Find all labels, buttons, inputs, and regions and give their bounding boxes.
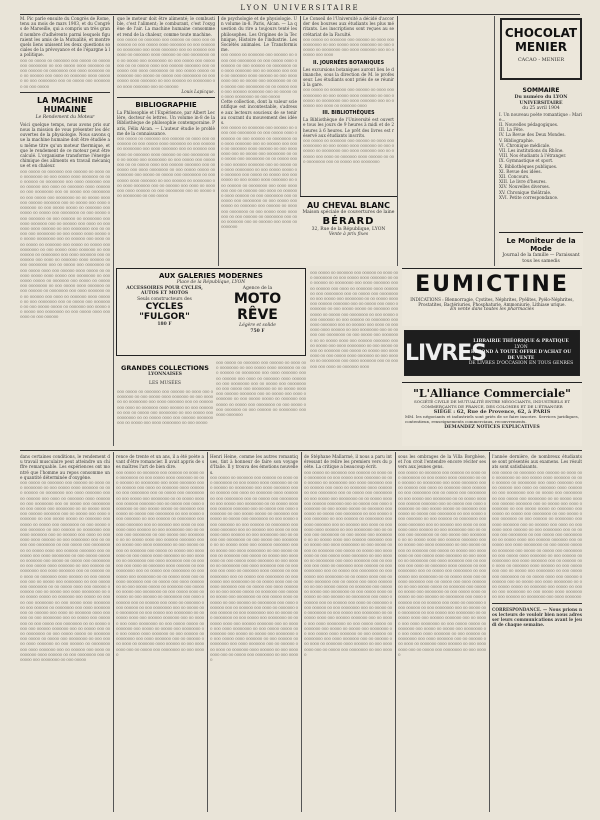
correspondance-note: CORRESPONDANCE. — Nous prions nos lecteurs de vouloir bien nous adresser leurs communications avant le jeudi de chaque semaine. — [492, 606, 582, 628]
sommaire-item: III. La Fête. — [499, 127, 524, 133]
lower-c2: rence de trente et un ans, il a été poète avant d'être romancier. Il avait appris de ses maîtres l'art de bien dire. — [116, 454, 204, 470]
column-rule — [207, 452, 208, 812]
cheval-blanc-ad — [300, 196, 397, 266]
cheval-title: AU CHEVAL BLANC — [307, 201, 390, 210]
galeries-right-title: Agence de la — [242, 285, 273, 291]
lower-c2-filler: ooo ooooo oo ooooooo ooo oooooo oo oooo ooo oooooooo oo ooo ooooo oooo ooooooo oo ooo oooooo oo oooooooo ooo oooo ooooooo ooo oo oooooo ooo oooo oo ooooooo oooo oooooo oo ooo oooooooo ooo oo ooooo ooo oooooooo oo ooo ooooo ooo oooooooo oo oo ooooo oooo ooo oooooo ooooooo ooo oo ooooo ooo oooo oooooooo oo ooo ooooo ooooo oo ooooooo ooo ooooo oo ooooo ooo oooooooo oo ooo ooooo oooo ooooooo oo ooo oooooo oo oooooooo ooo oooo ooooooo ooo oo oooooo ooo oooo oo ooooooo oooo oooooo oo ooo oooooooo ooo oo ooooo ooo oooooooo oo ooo ooooo ooo oooooooo oo oo ooooo oooo ooo oooooo ooooooo ooo oo ooooo ooo oooo oooooooo oo ooo ooooo ooooo oo ooooooo ooo ooooo oo ooooo ooo oooooooo oo ooo ooooo oooo ooooooo oo ooo oooooo oo oooooooo ooo oooo ooooooo ooo oo oooooo ooo oooo oo ooooooo oooo oooooo oo ooo oooooooo ooo oo ooooo ooo oooooooo oo ooo ooooo ooo oooooooo oo oo ooooo oooo ooo oooooo ooooooo ooo oo ooooo ooo oooo oooooooo oo ooo ooooo ooooo oo ooooooo ooo ooooo oo ooooo ooo oooooooo oo ooo ooooo oooo ooooooo oo ooo oooooo oo oooooooo ooo oooo ooooooo ooo oo oooooo ooo oooo oo ooooooo oooo oooooo oo ooo oooooooo ooo oo ooooo ooo oooooooo oo ooo ooooo ooo oooooooo oo oo ooooo oooo ooo oooooo ooooooo ooo oo ooooo ooo oooo oooooooo oo ooo ooooo ooooo oo ooooooo ooo ooooo oo ooooo ooo oooooooo oo ooo ooooo oooo ooooooo oo ooo oooooo oo oooooooo ooo oooo ooooooo ooo oo oooooo ooo oooo oo ooooooo oooo oooooo oo ooo oooooooo ooo oo ooooo ooo oooooooo oo ooo ooooo — [116, 469, 204, 657]
galeries-price-right: 750 F — [250, 328, 265, 334]
grandes-filler: ooo ooooo oo ooooooo ooo oooooo oo oooo ooo oooooooo oo ooo ooooo oooo ooooooo oo ooo oooooo oo oooooooo ooo oooo ooooooo ooo oo oooooo ooo oooo oo ooooooo oooo oooooo oo ooo oooooooo ooo oo ooooo ooo oooooooo oo ooo ooooo ooo oooooooo oo oo ooooo oooo ooo oooooo ooooooo ooo oo ooooo ooo oooo oooooooo oo ooo ooooo — [117, 389, 213, 426]
cheval-vente: Vente à prix fixes — [328, 232, 369, 237]
journees-heading: II. JOURNÉES BOTANIQUES — [312, 60, 385, 66]
galeries-left-title: ACCESSOIRES POUR CYCLES, AUTOS ET MOTOS — [126, 285, 203, 296]
rule — [20, 92, 110, 93]
column-rule — [113, 16, 114, 446]
sommaire-item: VI. Chronique médicale. — [499, 142, 551, 148]
sommaire-item: VII. Les institutions du Rhône. — [499, 147, 564, 153]
column-rule — [113, 452, 114, 812]
eumictine-note: En vente dans toutes les pharmacies — [450, 307, 534, 312]
musees-filler: ooo ooooo oo ooooooo ooo oooooo oo oooo ooo oooooooo oo ooo ooooo oooo ooooooo oo ooo oooooo oo oooooooo ooo oooo ooooooo ooo oo oooooo ooo oooo oo ooooooo oooo oooooo oo ooo oooooooo ooo oo ooooo ooo oooooooo oo ooo ooooo ooo oooooooo oo oo ooooo oooo ooo oooooo ooooooo ooo oo ooooo ooo oooo oooooooo oo ooo ooooo ooooo oo ooooooo ooo ooooo oo ooooo ooo oooooooo oo ooo ooooo oooo ooooooo oo ooo oooooo oo oooooooo ooo oooo ooooooo — [216, 360, 306, 418]
lower-c5: sous les ombrages de la Villa Borghèse, et l'on croit l'entendre encore réciter ses vers aux jeunes gens. — [398, 454, 486, 470]
livres-line1: RÉPOND À TOUTE OFFRE D'ACHAT OU DE VENTE — [470, 350, 572, 361]
eumictine-title: EUMICTINE — [415, 272, 569, 297]
moniteur-ad — [499, 232, 583, 266]
lower-c3-filler: ooo ooooo oo ooooooo ooo oooooo oo oooo ooo oooooooo oo ooo ooooo oooo ooooooo oo ooo oooooo oo oooooooo ooo oooo ooooooo ooo oo oooooo ooo oooo oo ooooooo oooo oooooo oo ooo oooooooo ooo oo ooooo ooo oooooooo oo ooo ooooo ooo oooooooo oo oo ooooo oooo ooo oooooo ooooooo ooo oo ooooo ooo oooo oooooooo oo ooo ooooo ooooo oo ooooooo ooo ooooo oo ooooo ooo oooooooo oo ooo ooooo oooo ooooooo oo ooo oooooo oo oooooooo ooo oooo ooooooo ooo oo oooooo ooo oooo oo ooooooo oooo oooooo oo ooo oooooooo ooo oo ooooo ooo oooooooo oo ooo ooooo ooo oooooooo oo oo ooooo oooo ooo oooooo ooooooo ooo oo ooooo ooo oooo oooooooo oo ooo ooooo ooooo oo ooooooo ooo ooooo oo ooooo ooo oooooooo oo ooo ooooo oooo ooooooo oo ooo oooooo oo oooooooo ooo oooo ooooooo ooo oo oooooo ooo oooo oo ooooooo oooo oooooo oo ooo oooooooo ooo oo ooooo ooo oooooooo oo ooo ooooo ooo oooooooo oo oo ooooo oooo ooo oooooo ooooooo ooo oo ooooo ooo oooo oooooooo oo ooo ooooo ooooo oo ooooooo ooo ooooo oo ooooo ooo oooooooo oo ooo ooooo oooo ooooooo oo ooo oooooo oo oooooooo ooo oooo ooooooo ooo oo oooooo ooo oooo oo ooooooo oooo oooooo oo ooo oooooooo ooo oo ooooo ooo oooooooo oo ooo ooooo ooo oooooooo oo oo ooooo oooo ooo oooooo ooooooo ooo oo ooooo ooo oooo oooooooo oo ooo ooooo ooooo oo ooooooo ooo ooooo oo ooooo ooo oooooooo oo ooo ooooo oooo ooooooo oo ooo oooooo oo oooooooo ooo oooo ooooooo ooo oo oooooo ooo oooo oo ooooooo oooo oooooo oo ooo oooooooo ooo oo ooooo ooo oooooooo oo ooo ooooo — [210, 474, 298, 662]
grandes-sub: LYONNAISES — [148, 372, 182, 377]
sommaire-item: XII. Concours. — [499, 173, 530, 179]
sommaire-item: X. Bibliothèques publiques. — [499, 163, 558, 169]
musees-column — [216, 360, 306, 450]
lower-col4-filler: ooo ooooo oo ooooooo ooo oooooo oo oooo ooo oooooooo oo ooo ooooo oooo ooooooo oo ooo oooooo oo oooooooo ooo oooo ooooooo ooo oo oooooo ooo oooo oo ooooooo oooo oooooo oo ooo oooooooo ooo oo ooooo ooo oooooooo oo ooo ooooo ooo oooooooo oo oo ooooo oooo ooo oooooo ooooooo ooo oo ooooo ooo oooo oooooooo oo ooo ooooo ooooo oo ooooooo ooo ooooo oo ooooo ooo oooooooo oo ooo ooooo oooo ooooooo oo ooo oooooo oo oooooooo ooo oooo ooooooo ooo oo oooooo ooo oooo oo ooooooo oooo oooooo oo ooo oooooooo ooo oo ooooo ooo oooooooo oo ooo ooooo ooo oooooooo oo oo ooooo oooo ooo oooooo ooooooo ooo oo ooooo ooo oooo oooooooo oo ooo ooooo ooooo oo ooooooo ooo ooooo oo ooooo ooo oooooooo oo ooo ooooo oooo ooooooo oo ooo oooooo oo oooooooo ooo oooo ooooooo ooo oo oooooo ooo oooo oo ooooooo oooo — [310, 270, 398, 369]
livres-ad — [404, 330, 580, 376]
sommaire-date: du 25 avril 1904 — [522, 106, 560, 111]
alliance-title: "L'Alliance Commerciale" — [413, 387, 571, 400]
alliance-ad — [402, 382, 582, 446]
lower-col-e — [398, 454, 486, 812]
alliance-line: SOCIÉTÉ CIVILE DE MUTUALITÉ ENTRE NÉGOCIANTS, INDUSTRIELS ET COMMERÇANTS DE FRANCE, DES COLONIES ET DE L'ÉTRANGER — [413, 399, 571, 409]
sommaire-item: XI. Revue des idées. — [499, 168, 542, 174]
col3-filler: ooo ooooo oo ooooooo ooo oooooo oo oooo ooo oooooooo oo ooo ooooo oooo ooooooo oo ooo oooooo oo oooooooo ooo oooo ooooooo ooo oo oooooo ooo oooo oo ooooooo oooo oooooo oo ooo oooooooo ooo oo ooooo ooo oooooooo oo ooo ooooo ooo oooooooo oo oo ooooo oooo ooo oooooo ooooooo ooo oo ooooo ooo oooo oooooooo oo ooo ooooo — [221, 52, 297, 100]
cheval-brand: BÉRARD — [322, 215, 375, 227]
sommaire-item: XIII. Le livre d'heures. — [499, 179, 547, 185]
lower-c4: de Stéphane Mallarmé, il nous a paru intéressant de relire les premiers vers du poète. La critique a beaucoup écrit. — [304, 454, 392, 470]
column-rule — [218, 16, 219, 266]
rule — [117, 97, 215, 98]
sommaire-item: IV. La Revue des Deux Mondes. — [499, 132, 566, 138]
grandes-collections — [117, 360, 213, 450]
col2-signature: Louis Lapicque. — [181, 88, 215, 94]
lower-col-d — [304, 454, 392, 812]
bibliographie-heading: BIBLIOGRAPHIE — [135, 101, 197, 110]
col3-body: de psychologie et de physiologie. Un volume in-8. Paris, Alcan. — La question du rire a toujours tenté les philosophes. Les Origines de la Technique, Histoire de l'industrie. Les Sociétés animales. Le Transformisme. — [221, 16, 297, 53]
cheval-sub: Maison spéciale de couvertures de laine — [302, 210, 395, 215]
col1-intro: M. Pic parle ensuite du Congrès de Rome, tenu au mois de mars 1903, et du Congrès de Marseille, qui a compris un très grand nombre d'adhérents parmi lesquels figuraient les amis de la Mutualité, et montre quels liens unissent les deux questions sociales de la prévoyance et de l'épargne à la politique. — [20, 16, 110, 58]
column-rule — [395, 452, 396, 812]
chocolat-menier-ad — [500, 18, 582, 80]
sommaire-title: SOMMAIRE — [522, 87, 560, 94]
col1-filler: ooo oo ooooo oo ooooooo ooo ooooo oo ooooo ooo oooooooo oo ooo ooooo oooo ooooooo oo ooo oooooo oo oooooooo ooo oooo ooooooo ooo oo oooooo ooo oooo oo ooooooo oooo oooooo oo ooo oooooooo ooo oo ooooo ooo oooooooo oo ooo ooooo — [20, 57, 110, 89]
lower-c1-filler: ooo ooooo oo ooooooo ooo oooooo oo oooo ooo oooooooo oo ooo ooooo oooo ooooooo oo ooo oooooo oo oooooooo ooo oooo ooooooo ooo oo oooooo ooo oooo oo ooooooo oooo oooooo oo ooo oooooooo ooo oo ooooo ooo oooooooo oo ooo ooooo ooo oooooooo oo oo ooooo oooo ooo oooooo ooooooo ooo oo ooooo ooo oooo oooooooo oo ooo ooooo ooooo oo ooooooo ooo ooooo oo ooooo ooo oooooooo oo ooo ooooo oooo ooooooo oo ooo oooooo oo oooooooo ooo oooo ooooooo ooo oo oooooo ooo oooo oo ooooooo oooo oooooo oo ooo oooooooo ooo oo ooooo ooo oooooooo oo ooo ooooo ooo oooooooo oo oo ooooo oooo ooo oooooo ooooooo ooo oo ooooo ooo oooo oooooooo oo ooo ooooo ooooo oo ooooooo ooo ooooo oo ooooo ooo oooooooo oo ooo ooooo oooo ooooooo oo ooo oooooo oo oooooooo ooo oooo ooooooo ooo oo oooooo ooo oooo oo ooooooo oooo oooooo oo ooo oooooooo ooo oo ooooo ooo oooooooo oo ooo ooooo ooo oooooooo oo oo ooooo oooo ooo oooooo ooooooo ooo oo ooooo ooo oooo oooooooo oo ooo ooooo ooooo oo ooooooo ooo ooooo oo ooooo ooo oooooooo oo ooo ooooo oooo ooooooo oo ooo oooooo oo oooooooo ooo oooo ooooooo ooo oo oooooo ooo oooo oo ooooooo oooo oooooo oo ooo oooooooo ooo oo ooooo ooo oooooooo oo ooo ooooo ooo oooooooo oo oo ooooo oooo ooo oooooo ooooooo ooo oo ooooo ooo oooo oooooooo oo ooo ooooo ooooo oo ooooooo ooo ooooo oo ooooo ooo oooooooo oo ooo ooooo oooo ooooooo oo ooo oooooo oo oooooooo ooo oooo ooooooo ooo oo oooooo ooo oooo oo ooooooo oooo oooooo oo ooo oooooooo ooo oo ooooo ooo oooooooo oo ooo ooooo — [20, 480, 110, 662]
col1-body: Voici quelque temps, nous avons pris sur nous la mission de vous présenter les découvertes de la physiologie. Nous savons que la machine humaine doit être étudiée au même titre qu'un moteur thermique, et que le rendement de ce moteur peut être calculé. L'organisme transforme l'énergie chimique des aliments en travail mécanique et en chaleur. — [20, 121, 110, 169]
col2-body2: La Philosophie et l'Expérience, par Albert Leclère, docteur ès lettres. Un volume in-8 de la Bibliothèque de philosophie contemporaine. Paris, Félix Alcan. — L'auteur étudie le problème de la connaissance. — [117, 110, 215, 136]
machine-subheading: Le Rendement du Moteur — [35, 114, 95, 120]
livres-line2: DE LIVRES D'OCCASION EN TOUS GENRES — [468, 361, 574, 367]
galeries-price-left: 180 F — [157, 322, 172, 327]
alliance-footer: DEMANDEZ NOTICES EXPLICATIVES — [444, 424, 540, 430]
chocolat-sub: CACAO - MENIER — [517, 57, 565, 63]
galeries-moto: MOTO RÊVE — [233, 291, 282, 323]
column-rule — [494, 16, 495, 266]
column-rule — [301, 452, 302, 812]
lower-col-4 — [310, 270, 398, 450]
column-rule — [397, 16, 398, 266]
moniteur-title: Le Moniteur de la Mode — [506, 237, 576, 253]
bibliotheques-heading: III. BIBLIOTHÈQUES — [322, 111, 375, 117]
galeries-addr: Place de la République, LYON — [176, 280, 246, 285]
galeries-modernes-ad — [116, 268, 306, 356]
col3-body2: Cette collection, dont la valeur scientifique est incontestable, s'adresse aux lecteurs soucieux de se tenir au courant du mouvement des idées. — [221, 99, 297, 126]
galeries-moto-sub: Légère et solide — [239, 323, 276, 328]
lower-c1: dans certaines conditions, le rendement du travail musculaire peut atteindre un chiffre remarquable. Les expériences ont montré que l'homme au repos consomme une quantité déterminée d'oxygène. — [20, 454, 110, 480]
galeries-title: AUX GALERIES MODERNES — [159, 272, 263, 280]
livres-word: LIVRES — [405, 340, 487, 366]
eumictine-ad — [402, 268, 582, 326]
col4-body2: Les excursions botaniques auront lieu le dimanche, sous la direction de M. le professeur. Les étudiants sont priés de se réunir à la gare. — [303, 66, 394, 88]
alliance-body: MM. les négociants et industriels sont priés de se faire inscrire. Services juridiques, contentieux, renseignements commerciaux, recouvrements. — [405, 414, 579, 424]
moniteur-sub: Journal de la famille — Paraissant tous les samedis — [502, 253, 580, 264]
sommaire-item: II. Nouvelles pédagogiques. — [499, 121, 559, 127]
col4-filler: ooo ooooo oo ooooooo ooo oooooo oo oooo ooo oooooooo oo ooo ooooo oooo ooooooo oo ooo oooooo oo oooooooo ooo oooo ooooooo ooo oo oooooo ooo oooo — [303, 36, 394, 58]
alliance-siege: SIÈGE : 62, Rue de Provence, 62, à PARIS — [433, 408, 551, 415]
col4-body: Le Conseil de l'Université a décidé d'accorder des bourses aux étudiants les plus méritants. Les inscriptions sont reçues au secrétariat de la Faculté. — [303, 16, 394, 37]
lower-c4-filler: ooo ooooo oo ooooooo ooo oooooo oo oooo ooo oooooooo oo ooo ooooo oooo ooooooo oo ooo oooooo oo oooooooo ooo oooo ooooooo ooo oo oooooo ooo oooo oo ooooooo oooo oooooo oo ooo oooooooo ooo oo ooooo ooo oooooooo oo ooo ooooo ooo oooooooo oo oo ooooo oooo ooo oooooo ooooooo ooo oo ooooo ooo oooo oooooooo oo ooo ooooo ooooo oo ooooooo ooo ooooo oo ooooo ooo oooooooo oo ooo ooooo oooo ooooooo oo ooo oooooo oo oooooooo ooo oooo ooooooo ooo oo oooooo ooo oooo oo ooooooo oooo oooooo oo ooo oooooooo ooo oo ooooo ooo oooooooo oo ooo ooooo ooo oooooooo oo oo ooooo oooo ooo oooooo ooooooo ooo oo ooooo ooo oooo oooooooo oo ooo ooooo ooooo oo ooooooo ooo ooooo oo ooooo ooo oooooooo oo ooo ooooo oooo ooooooo oo ooo oooooo oo oooooooo ooo oooo ooooooo ooo oo oooooo ooo oooo oo ooooooo oooo oooooo oo ooo oooooooo ooo oo ooooo ooo oooooooo oo ooo ooooo ooo oooooooo oo oo ooooo oooo ooo oooooo ooooooo ooo oo ooooo ooo oooo oooooooo oo ooo ooooo ooooo oo ooooooo ooo ooooo oo ooooo ooo oooooooo oo ooo ooooo oooo ooooooo oo ooo oooooo oo oooooooo ooo oooo ooooooo ooo oo oooooo ooo oooo oo ooooooo oooo oooooo oo ooo oooooooo ooo oo ooooo ooo oooooooo oo ooo ooooo ooo oooooooo oo oo ooooo oooo ooo oooooo ooooooo ooo oo ooooo ooo oooo oooooooo oo ooo ooooo ooooo oo ooooooo ooo ooooo oo ooooo ooo oooooooo oo ooo ooooo oooo ooooooo oo ooo oooooo oo oooooooo ooo oooo ooooooo ooo oo oooooo ooo oooo oo ooooooo oooo oooooo oo ooo oooooooo ooo oo ooooo ooo oooooooo oo ooo ooooo — [304, 469, 392, 657]
page-header: LYON UNIVERSITAIRE — [20, 4, 580, 15]
column-3 — [221, 16, 297, 266]
col2-body: que le moteur doit être alimenté; le combustible, c'est l'aliment; le comburant, c'est l'oxygène de l'air. La machine humaine consomme et rend de la chaleur, comme toute machine. — [117, 16, 215, 37]
sommaire — [499, 84, 583, 232]
sommaire-item: XV. Chronique théâtrale. — [499, 189, 552, 195]
sommaire-item: I. Un nouveau poète romantique : Marie... — [499, 111, 583, 122]
sommaire-subtitle: Du numéro du LYON UNIVERSITAIRE — [514, 95, 568, 106]
col4-body3: La Bibliothèque de l'Université est ouverte tous les jours de 9 heures à midi et de 2 heures à 6 heures. Le prêt des livres est réservé aux étudiants inscrits. — [303, 117, 394, 138]
galeries-left-sub: Seuls constructeurs des — [137, 296, 192, 302]
lower-c6-filler: ooo ooooo oo ooooooo ooo oooooo oo oooo ooo oooooooo oo ooo ooooo oooo ooooooo oo ooo oooooo oo oooooooo ooo oooo ooooooo ooo oo oooooo ooo oooo oo ooooooo oooo oooooo oo ooo oooooooo ooo oo ooooo ooo oooooooo oo ooo ooooo ooo oooooooo oo oo ooooo oooo ooo oooooo ooooooo ooo oo ooooo ooo oooo oooooooo oo ooo ooooo ooooo oo ooooooo ooo ooooo oo ooooo ooo oooooooo oo ooo ooooo oooo ooooooo oo ooo oooooo oo oooooooo ooo oooo ooooooo ooo oo oooooo ooo oooo oo ooooooo oooo oooooo oo ooo oooooooo ooo oo ooooo ooo oooooooo oo ooo ooooo ooo oooooooo oo oo ooooo oooo ooo oooooo ooooooo ooo oo ooooo ooo oooo oooooooo oo ooo ooooo ooooo oo ooooooo ooo ooooo oo ooooo ooo oooooooo oo ooo ooooo oooo ooooooo oo ooo oooooo oo oooooooo ooo oooo ooooooo ooo oo oooooo ooo oooo oo ooooooo oooo oooooo oo ooo oooooooo ooo oo ooooo ooo oooooooo oo ooo ooooo ooo oooooooo oo oo ooooo oooo ooo oooooo ooooooo ooo oo ooooo ooo oooo oooooooo oo ooo ooooo ooooo oo ooooooo ooo ooooo oo ooooo ooo oooooooo oo ooo ooooo oooo ooooooo oo ooo oooooo oo oooooooo ooo oooo ooooooo — [492, 469, 582, 600]
sommaire-item: V. Bibliographie. — [499, 137, 534, 143]
col4-filler-3: ooo ooooo oo ooooooo ooo oooooo oo oooo ooo oooooooo oo ooo ooooo oooo ooooooo oo ooo oooooo oo oooooooo ooo oooo ooooooo ooo oo oooooo ooo oooo oo ooooooo oooo oooooo oo ooo oooooooo ooo oo ooooo ooo oooooooo — [303, 138, 394, 164]
sommaire-item: XIV. Nouvelles diverses. — [499, 184, 550, 190]
galeries-cycles: CYCLES "FULGOR" — [139, 302, 190, 322]
lower-c3: Henri Heine, comme les autres romantiques, tint à honneur de faire son voyage d'Italie. Il y trouva des émotions nouvelles. — [210, 454, 298, 475]
grandes-musees: LES MUSÉES — [149, 380, 181, 386]
chocolat-line1: CHOCOLAT — [504, 26, 578, 40]
lower-c5-filler: ooo ooooo oo ooooooo ooo oooooo oo oooo ooo oooooooo oo ooo ooooo oooo ooooooo oo ooo oooooo oo oooooooo ooo oooo ooooooo ooo oo oooooo ooo oooo oo ooooooo oooo oooooo oo ooo oooooooo ooo oo ooooo ooo oooooooo oo ooo ooooo ooo oooooooo oo oo ooooo oooo ooo oooooo ooooooo ooo oo ooooo ooo oooo oooooooo oo ooo ooooo ooooo oo ooooooo ooo ooooo oo ooooo ooo oooooooo oo ooo ooooo oooo ooooooo oo ooo oooooo oo oooooooo ooo oooo ooooooo ooo oo oooooo ooo oooo oo ooooooo oooo oooooo oo ooo oooooooo ooo oo ooooo ooo oooooooo oo ooo ooooo ooo oooooooo oo oo ooooo oooo ooo oooooo ooooooo ooo oo ooooo ooo oooo oooooooo oo ooo ooooo ooooo oo ooooooo ooo ooooo oo ooooo ooo oooooooo oo ooo ooooo oooo ooooooo oo ooo oooooo oo oooooooo ooo oooo ooooooo ooo oo oooooo ooo oooo oo ooooooo oooo oooooo oo ooo oooooooo ooo oo ooooo ooo oooooooo oo ooo ooooo ooo oooooooo oo oo ooooo oooo ooo oooooo ooooooo ooo oo ooooo ooo oooo oooooooo oo ooo ooooo ooooo oo ooooooo ooo ooooo oo ooooo ooo oooooooo oo ooo ooooo oooo ooooooo oo ooo oooooo oo oooooooo ooo oooo ooooooo ooo oo oooooo ooo oooo oo ooooooo oooo oooooo oo ooo oooooooo ooo oo ooooo ooo oooooooo oo ooo ooooo ooo oooooooo oo oo ooooo oooo ooo oooooo ooooooo ooo oo ooooo ooo oooo oooooooo oo ooo ooooo ooooo oo ooooooo ooo ooooo oo ooooo ooo oooooooo oo ooo ooooo oooo ooooooo oo ooo oooooo oo oooooooo ooo oooo ooooooo ooo oo oooooo ooo oooo oo ooooooo oooo oooooo oo ooo oooooooo ooo oo ooooo ooo oooooooo oo ooo ooooo — [398, 469, 486, 657]
sommaire-list — [499, 112, 583, 200]
column-rule — [489, 452, 490, 812]
lower-col-a — [20, 454, 110, 812]
sommaire-item: IX. Gymnastique et sport. — [499, 158, 554, 164]
col2-filler: ooo ooooo oo ooooooo ooo oooooo oo oooo ooo oooooooo oo ooo ooooo oooo ooooooo oo ooo oooooo oo oooooooo ooo oooo ooooooo ooo oo oooooo ooo oooo oo ooooooo oooo oooooo oo ooo oooooooo ooo oo ooooo ooo oooooooo oo ooo ooooo ooo oooooooo oo oo ooooo oooo ooo oooooo ooooooo ooo oo ooooo ooo oooo oooooooo oo ooo ooooo ooooo oo ooooooo ooo ooooo oo ooooo ooo oooooooo oo ooo ooooo oooo ooooooo oo ooo oooooo oo oooooooo ooo oooo ooooooo ooo oo oooooo — [117, 36, 215, 89]
sommaire-item: VIII. Nos étudiants à l'étranger. — [499, 153, 567, 159]
col2-filler-2: ooo ooooo oo ooooooo ooo oooooo oo oooo ooo oooooooo oo ooo ooooo oooo ooooooo oo ooo oooooo oo oooooooo ooo oooo ooooooo ooo oo oooooo ooo oooo oo ooooooo oooo oooooo oo ooo oooooooo ooo oo ooooo ooo oooooooo oo ooo ooooo ooo oooooooo oo oo ooooo oooo ooo oooooo ooooooo ooo oo ooooo ooo oooo oooooooo oo ooo ooooo ooooo oo ooooooo ooo ooooo oo ooooo ooo oooooooo oo ooo ooooo oooo ooooooo oo ooo oooooo oo oooooooo ooo oooo ooooooo ooo oo oooooo ooo oooo oo ooooooo oooo oooooo oo ooo oooooooo ooo oo ooooo ooo oooooooo oo ooo ooooo — [117, 136, 215, 199]
column-2 — [117, 16, 215, 266]
lower-col-f — [492, 454, 582, 812]
column-1 — [20, 16, 110, 446]
grandes-title: GRANDES COLLECTIONS — [121, 364, 209, 372]
col1-filler-2: ooo ooooo oo ooooooo ooo oooooo oo oooo ooo oooooooo oo ooo ooooo oooo ooooooo oo ooo oooooo oo oooooooo ooo oooo ooooooo ooo oo oooooo ooo oooo oo ooooooo oooo oooooo oo ooo oooooooo ooo oo ooooo ooo oooooooo oo ooo ooooo ooo oooooooo oo oo ooooo oooo ooo oooooo ooooooo ooo oo ooooo ooo oooo oooooooo oo ooo ooooo ooooo oo ooooooo ooo ooooo oo ooooo ooo oooooooo oo ooo ooooo oooo ooooooo oo ooo oooooo oo oooooooo ooo oooo ooooooo ooo oo oooooo ooo oooo oo ooooooo oooo oooooo oo ooo oooooooo ooo oo ooooo ooo oooooooo oo ooo ooooo oooo ooooo oo ooooo oooooooo ooo oo oooooo ooo oooo oooo ooooo oo ooooooo ooo ooooo oo ooooo ooo oooooooo oo ooo ooooo oooo ooooooo oo ooo oooooo oo oooooooo ooo oooo ooooooo ooo oo oooooo ooo oooo oo ooooooo oooo oooooo oo ooo oooooooo ooo oo ooooo ooo oooooooo oo ooo ooooo oooo ooo oooooo oooo ooooo oo oooooo ooooo oooo ooooo ooo oooooooo oo ooo ooooo ooooo oo ooooooo ooo ooooo oo ooooo ooo oooooooo oo ooo ooooo oooo ooooooo oo ooo oooooo oo oooooooo ooo oooo ooooooo ooo oo oooooo ooo oooo oo ooooooo oooo oooooo oo ooo oooooooo ooo oo ooooo ooo oooooooo oo ooo ooooo ooooo oo ooooooo ooo ooooo oo ooooo ooo oooooooo oo ooo ooooo oooo ooooooo oo ooo oooooo — [20, 168, 110, 320]
lower-col-c — [210, 454, 298, 812]
col4-filler-2: ooo ooooo oo ooooooo ooo oooooo oo oooo ooo oooooooo oo ooo ooooo oooo ooooooo oo ooo oooooo oo oooooooo ooo oooo ooooooo ooo oo oooooo ooo oooo oo ooooooo oooo — [303, 87, 394, 109]
cheval-addr: 32, Rue de la République, LYON — [311, 226, 386, 232]
sommaire-item: XVI. Petite correspondance. — [499, 194, 559, 200]
lower-c6: l'année dernière, de nombreux étudiants se sont présentés aux examens. Les résultats sont satisfaisants. — [492, 454, 582, 470]
col3-filler-2: ooo ooooo oo ooooooo ooo oooooo oo oooo ooo oooooooo oo ooo ooooo oooo ooooooo oo ooo oooooo oo oooooooo ooo oooo ooooooo ooo oo oooooo ooo oooo oo ooooooo oooo oooooo oo ooo oooooooo ooo oo ooooo ooo oooooooo oo ooo ooooo ooo oooooooo oo oo ooooo oooo ooo oooooo ooooooo ooo oo ooooo ooo oooo oooooooo oo ooo ooooo ooooo oo ooooooo ooo ooooo oo ooooo ooo oooooooo oo ooo ooooo oooo ooooooo oo ooo oooooo oo oooooooo ooo oooo ooooooo ooo oo oooooo ooo oooo oo ooooooo oooo oooooo oo ooo oooooooo ooo oo ooooo ooo oooooooo oo ooo ooooo ooo ooooo oo ooooooo ooo oooooo oo oooo ooo oooooooo oo ooo ooooo oooo ooooooo oo ooo oooooo oo oooooooo ooo oooo ooooooo ooo oo oooooo ooo oooo oo ooooooo — [221, 125, 297, 230]
machine-heading: LA MACHINE HUMAINE — [37, 95, 93, 114]
chocolat-line2: MENIER — [514, 40, 568, 54]
eumictine-sub: INDICATIONS : Blennorragie, Cystites, Néphrites, Pyélites, Pyélo-Néphrites, Prostatites, Bactériuries, Phosphaturie, Ammoniurie, Lithiase urique. — [410, 297, 574, 307]
lower-section-rule — [20, 450, 582, 451]
lower-col-b — [116, 454, 204, 812]
rule — [492, 603, 582, 604]
livres-city: LYON — [514, 344, 528, 350]
livres-lib: LIBRAIRIE THÉORIQUE & PRATIQUE — [473, 339, 569, 345]
